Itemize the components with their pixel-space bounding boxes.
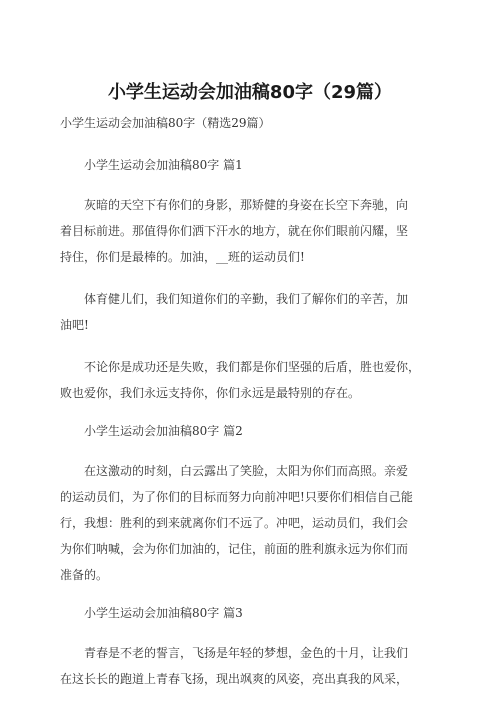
paragraph-line: 体育健儿们，我们知道你们的辛勤，我们了解你们的辛苦，加 bbox=[84, 292, 409, 306]
paragraph bbox=[60, 354, 440, 406]
paragraph-line: 着目标前进。那值得你们洒下汗水的地方，就在你们眼前闪耀，坚 bbox=[60, 224, 409, 238]
paragraph-line: 灰暗的天空下有你们的身影，那矫健的身姿在长空下奔驰，向 bbox=[84, 198, 409, 212]
paragraph-line: 持住，你们是最棒的。加油，__班的运动员们! bbox=[60, 250, 305, 264]
document-subtitle: 小学生运动会加油稿80字（精选29篇） bbox=[60, 116, 271, 130]
section-2 bbox=[60, 422, 440, 588]
section-heading: 小学生运动会加油稿80字 篇2 bbox=[84, 424, 243, 438]
section-heading: 小学生运动会加油稿80字 篇1 bbox=[84, 158, 243, 172]
paragraph bbox=[60, 192, 440, 270]
paragraph-line: 行，我想：胜利的到来就离你们不远了。冲吧，运动员们，我们会 bbox=[60, 516, 409, 530]
section-heading: 小学生运动会加油稿80字 篇3 bbox=[84, 606, 243, 620]
paragraph-line: 在这激动的时刻，白云露出了笑脸，太阳为你们而高照。亲爱 bbox=[84, 464, 409, 478]
document-title: 小学生运动会加油稿80字（29篇） bbox=[107, 82, 393, 103]
paragraph bbox=[60, 458, 440, 588]
paragraph-line: 青春是不老的誓言，飞扬是年轻的梦想，金色的十月，让我们 bbox=[84, 646, 409, 660]
paragraph-line: 不论你是成功还是失败，我们都是你们坚强的后盾，胜也爱你， bbox=[84, 360, 421, 374]
paragraph-line: 败也爱你，我们永远支持你，你们永远是最特别的存在。 bbox=[60, 386, 361, 400]
paragraph-line: 的运动员们，为了你们的目标而努力向前冲吧!只要你们相信自己能 bbox=[60, 490, 413, 504]
paragraph bbox=[60, 286, 440, 338]
paragraph bbox=[60, 640, 440, 692]
paragraph-line: 准备的。 bbox=[60, 568, 109, 582]
section-1 bbox=[60, 156, 440, 406]
paragraph-line: 为你们呐喊，会为你们加油的，记住，前面的胜利旗永远为你们而 bbox=[60, 542, 409, 556]
paragraph-line: 油吧! bbox=[60, 318, 89, 332]
section-3 bbox=[60, 604, 440, 692]
paragraph-line: 在这长长的跑道上青春飞扬，现出飒爽的风姿，亮出真我的风采， bbox=[60, 672, 409, 686]
